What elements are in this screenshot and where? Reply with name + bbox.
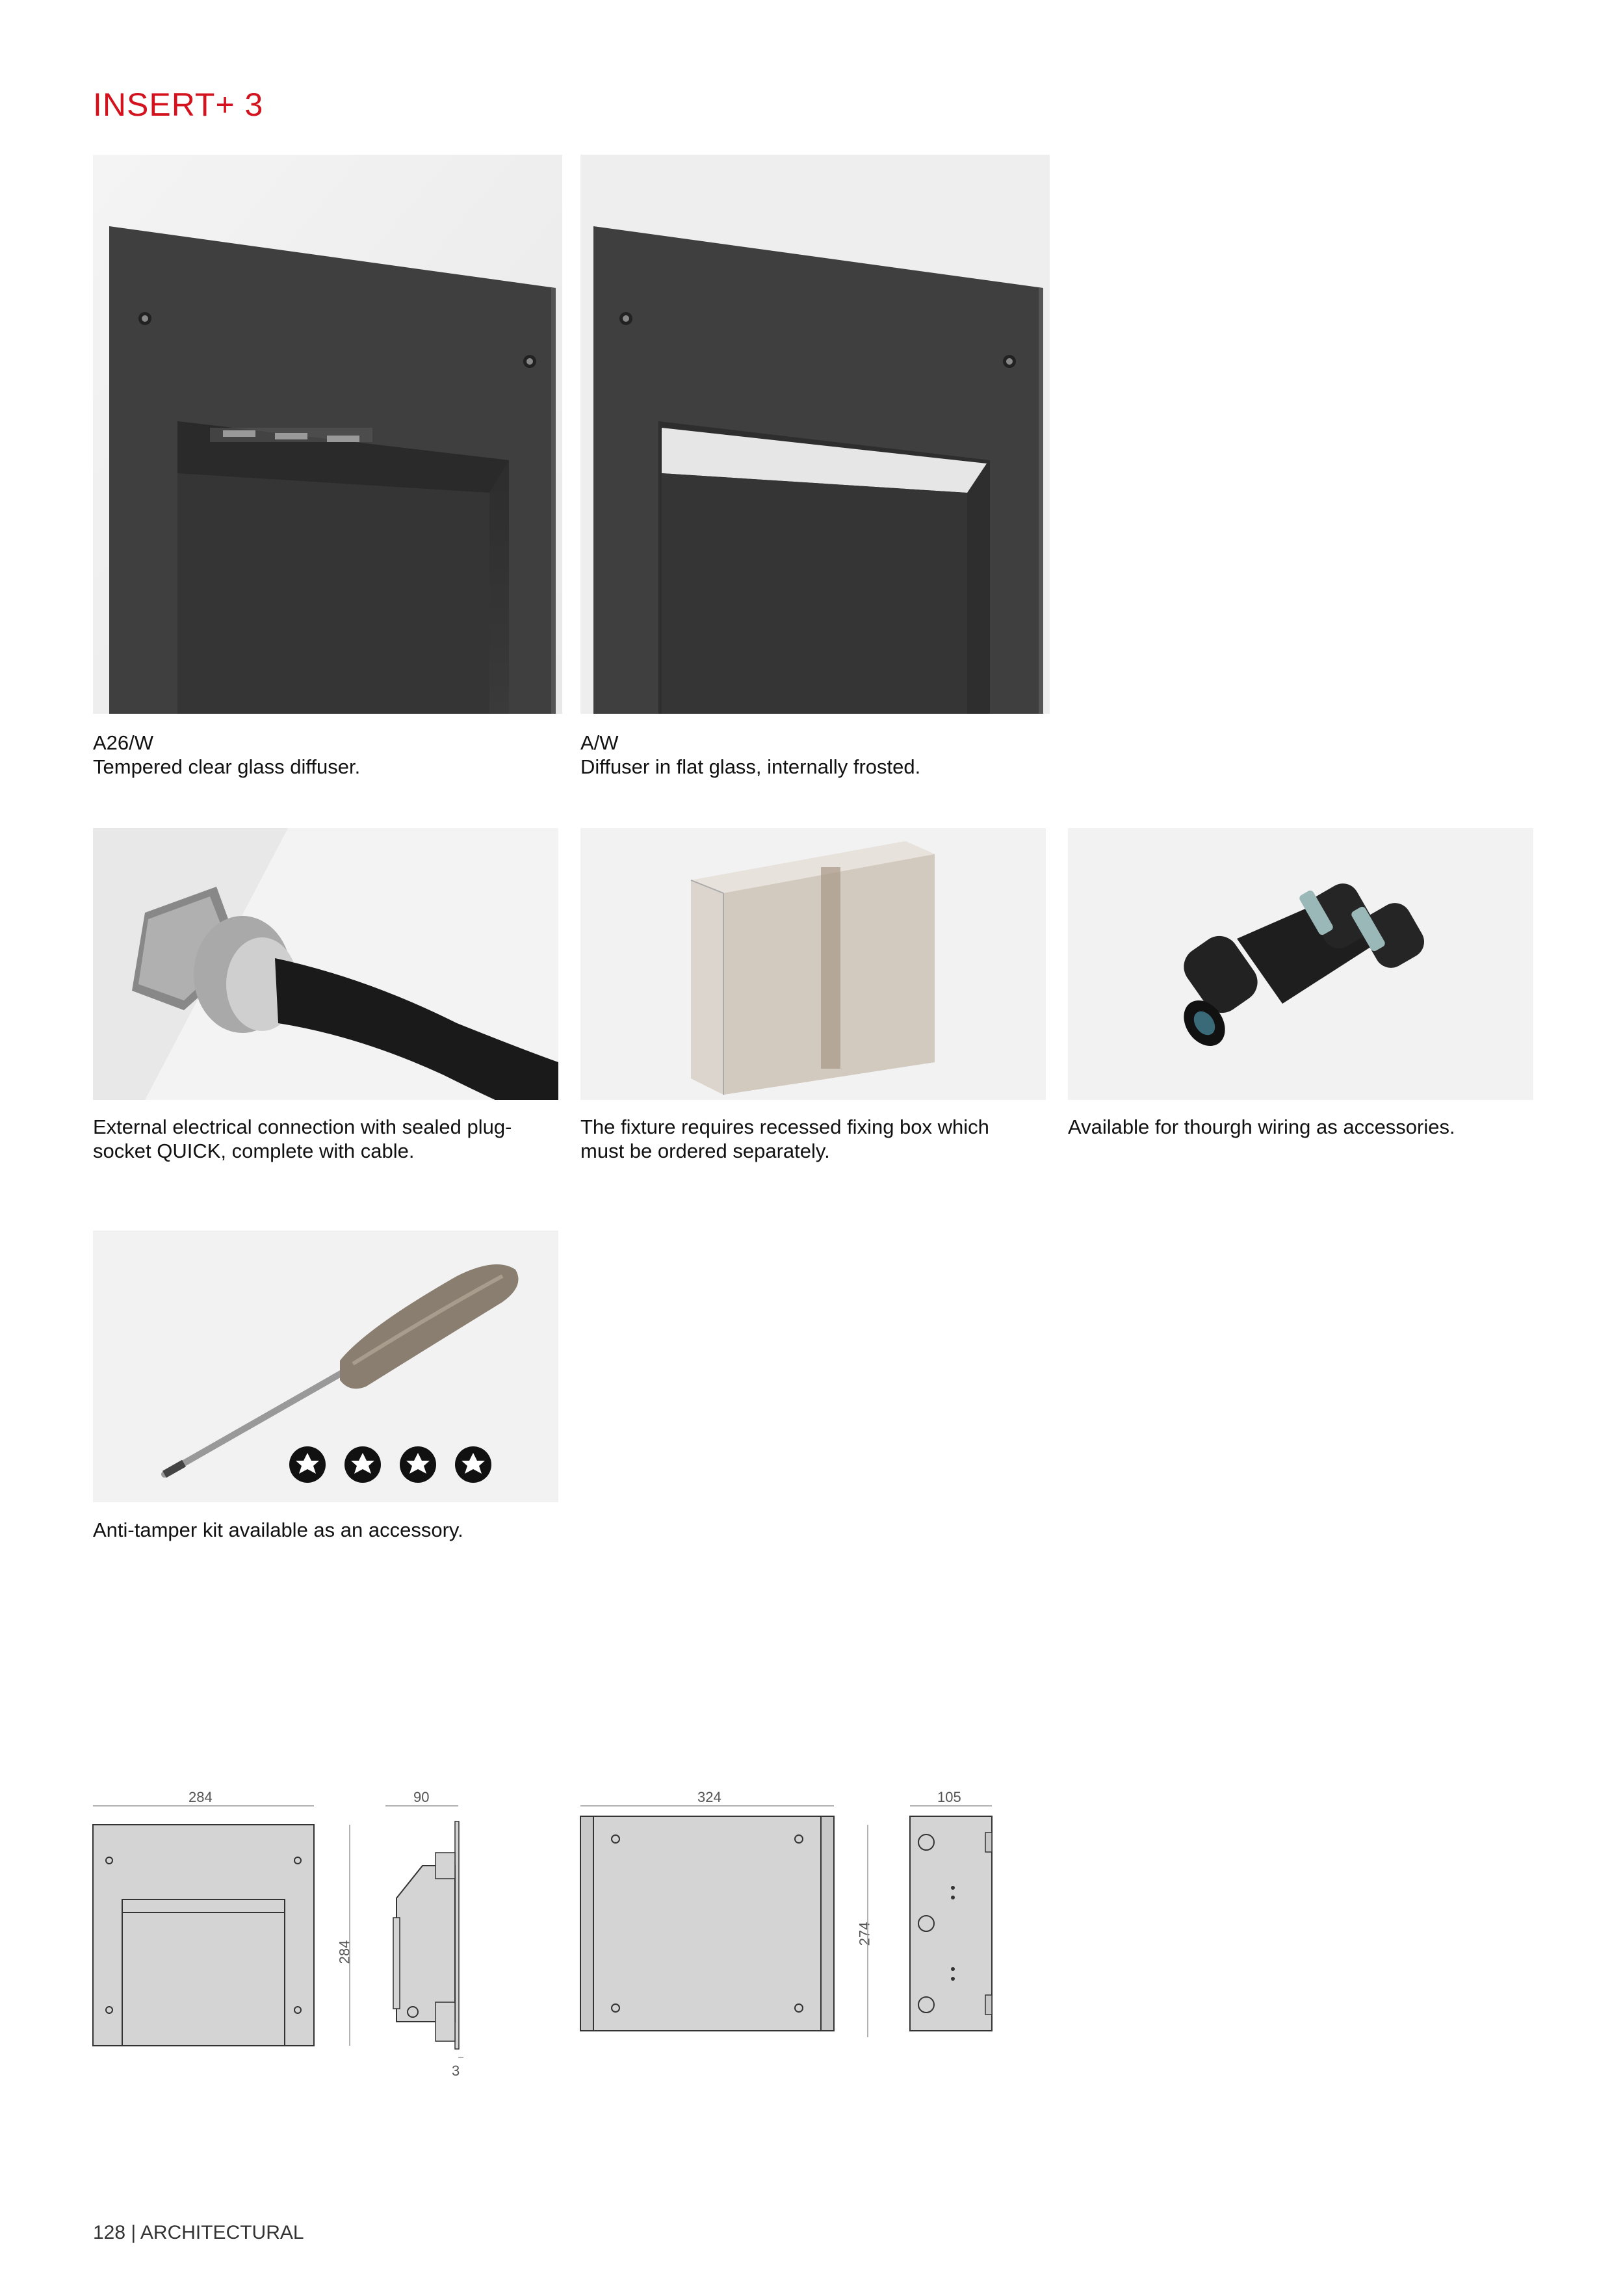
- product-description: Tempered clear glass diffuser.: [93, 755, 361, 778]
- through-wiring-connector-photo: [1068, 828, 1533, 1100]
- product-photo-frosted-glass: [580, 155, 1050, 714]
- dimension-front-width: 284: [188, 1789, 213, 1805]
- front-view-drawing: [93, 1825, 314, 2046]
- fixing-box-photo: [580, 828, 1046, 1100]
- dimension-side-depth: 90: [413, 1789, 430, 1805]
- star-bit-icon: [289, 1446, 326, 1483]
- star-bit-icon: [455, 1446, 491, 1483]
- caption-line: Anti-tamper kit available as an accessory.: [93, 1519, 463, 1541]
- product-code: A26/W: [93, 731, 154, 754]
- product-photo-clear-glass: [93, 155, 562, 714]
- star-bit-icon: [344, 1446, 381, 1483]
- product-description: Diffuser in flat glass, internally frosted.: [580, 755, 921, 778]
- dimension-box-width: 324: [697, 1789, 721, 1805]
- product-code: A/W: [580, 731, 619, 754]
- cable-connection-photo: [93, 828, 558, 1100]
- caption-line: socket QUICK, complete with cable.: [93, 1140, 415, 1162]
- dimension-front-height: 284: [336, 1940, 353, 1964]
- footer-separator: |: [131, 2222, 136, 2243]
- feature-caption-1: [93, 1115, 512, 1163]
- box-side-view-drawing: [910, 1816, 992, 2031]
- box-front-view-drawing: [580, 1816, 834, 2031]
- product-caption-1: [93, 731, 360, 779]
- star-bit-icon: [400, 1446, 436, 1483]
- footer-section: ARCHITECTURAL: [140, 2222, 304, 2243]
- side-view-drawing: [393, 1821, 459, 2049]
- dimension-box-depth: 105: [937, 1789, 961, 1805]
- dimension-box-height: 274: [856, 1922, 873, 1946]
- dimension-frame-thickness: 3: [452, 2063, 460, 2079]
- product-caption-2: [580, 731, 920, 779]
- feature-caption-4: [93, 1518, 463, 1542]
- feature-caption-3: [1068, 1115, 1455, 1139]
- caption-line: Available for thourgh wiring as accessories.: [1068, 1115, 1455, 1138]
- caption-line: External electrical connection with sealed plug-: [93, 1115, 512, 1138]
- caption-line: The fixture requires recessed fixing box which: [580, 1115, 989, 1138]
- caption-line: must be ordered separately.: [580, 1140, 830, 1162]
- anti-tamper-kit-photo: [93, 1231, 558, 1502]
- page-footer: [93, 2222, 304, 2244]
- technical-drawings: [84, 1801, 1020, 2061]
- page-title: INSERT+ 3: [93, 86, 264, 123]
- page-number: 128: [93, 2222, 126, 2243]
- feature-caption-2: [580, 1115, 989, 1163]
